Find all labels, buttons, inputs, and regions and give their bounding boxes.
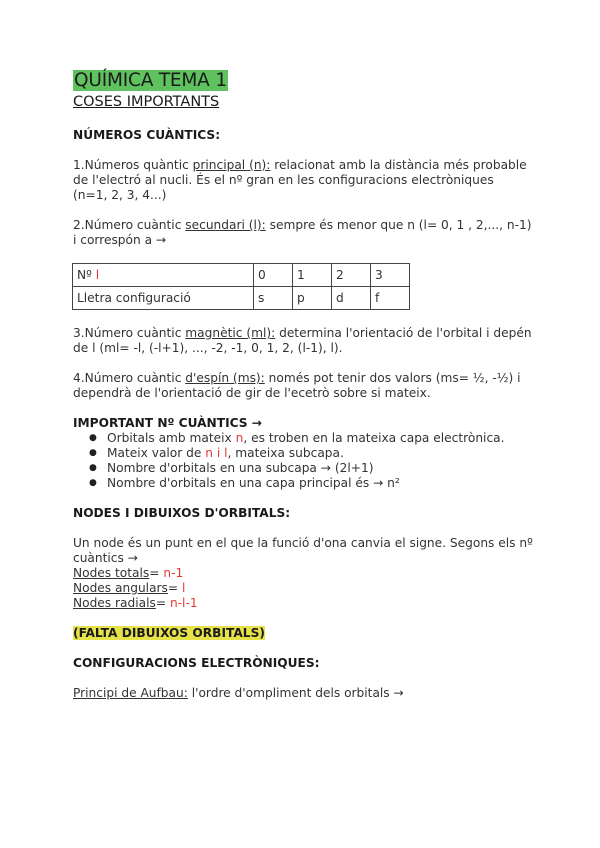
term-aufbau: Principi de Aufbau: [73,686,188,700]
paragraph-secundari [73,218,533,248]
table-cell-label: Lletra configuració [73,287,254,310]
list-item: ● Nombre d'orbitals en una subcapa → (2l+1) [93,461,533,476]
section-heading-nodes: NODES I DIBUIXOS D'ORBITALS: [73,506,291,520]
section-heading-important: IMPORTANT Nº CUÀNTICS → [73,416,263,430]
section-heading-numeros-quantics: NÚMEROS CUÀNTICS: [73,128,221,142]
table-cell: p [293,287,332,310]
important-list [73,431,533,491]
term-principal: principal (n): [192,158,271,172]
document-page [73,70,533,701]
table-cell: d [332,287,371,310]
table-cell-label: Nº l [73,264,254,287]
term-magnetic: magnètic (ml): [185,326,276,340]
table-cell: 0 [254,264,293,287]
paragraph-aufbau: Principi de Aufbau: l'ordre d'ompliment dels orbitals → [73,686,404,700]
table-cell: 3 [371,264,410,287]
nodes-totals: Nodes totals= n-1 [73,566,184,580]
table-row [73,287,410,310]
orbital-letter-table [72,263,410,310]
term-secundari: secundari (l): [185,218,266,232]
paragraph-espin: 4.Número cuàntic d'espín (ms): només pot tenir dos valors (ms= ½, -½) i dependrà de l'orientació de gir de l'ecetrò sobre si mateix. [73,371,521,400]
text: sempre és menor que n (l= 0, 1 , 2,..., n-1) i correspón a → [73,218,532,247]
paragraph-principal [73,158,533,203]
table-cell: 2 [332,264,371,287]
text: relacionat amb la distància més probable de l'electró al nucli. És el nº gran en les configuracions electròniques [73,158,527,187]
list-item: ● Orbitals amb mateix n, es troben en la mateixa capa electrònica. [93,431,533,446]
missing-drawings-note: (FALTA DIBUIXOS ORBITALS) [73,626,265,640]
section-heading-configuracions: CONFIGURACIONS ELECTRÒNIQUES: [73,656,320,670]
table-cell: s [254,287,293,310]
document-title: QUÍMICA TEMA 1 [74,70,227,91]
text: (n=1, 2, 3, 4...) [73,188,167,202]
list-item: ● Mateix valor de n i l, mateixa subcapa. [93,446,533,461]
document-subtitle: COSES IMPORTANTS [73,94,220,110]
text: 1.Números quàntic [73,158,193,172]
paragraph-magnetic: 3.Número cuàntic magnètic (ml): determina l'orientació de l'orbital i depén de l (ml= -l, (-l+1), ..., -2, -1, 0, 1, 2, (l-1), l). [73,326,532,355]
nodes-radials: Nodes radials= n-l-1 [73,596,198,610]
table-cell: 1 [293,264,332,287]
text: 2.Número cuàntic [73,218,186,232]
list-item: ● Nombre d'orbitals en una capa principal és → n² [93,476,533,491]
paragraph-nodes-intro: Un node és un punt en el que la funció d'ona canvia el signe. Segons els nº cuàntics → [73,536,533,565]
term-espin: d'espín (ms): [185,371,265,385]
nodes-angulars: Nodes angulars= l [73,581,186,595]
table-cell: f [371,287,410,310]
table-row [73,264,410,287]
